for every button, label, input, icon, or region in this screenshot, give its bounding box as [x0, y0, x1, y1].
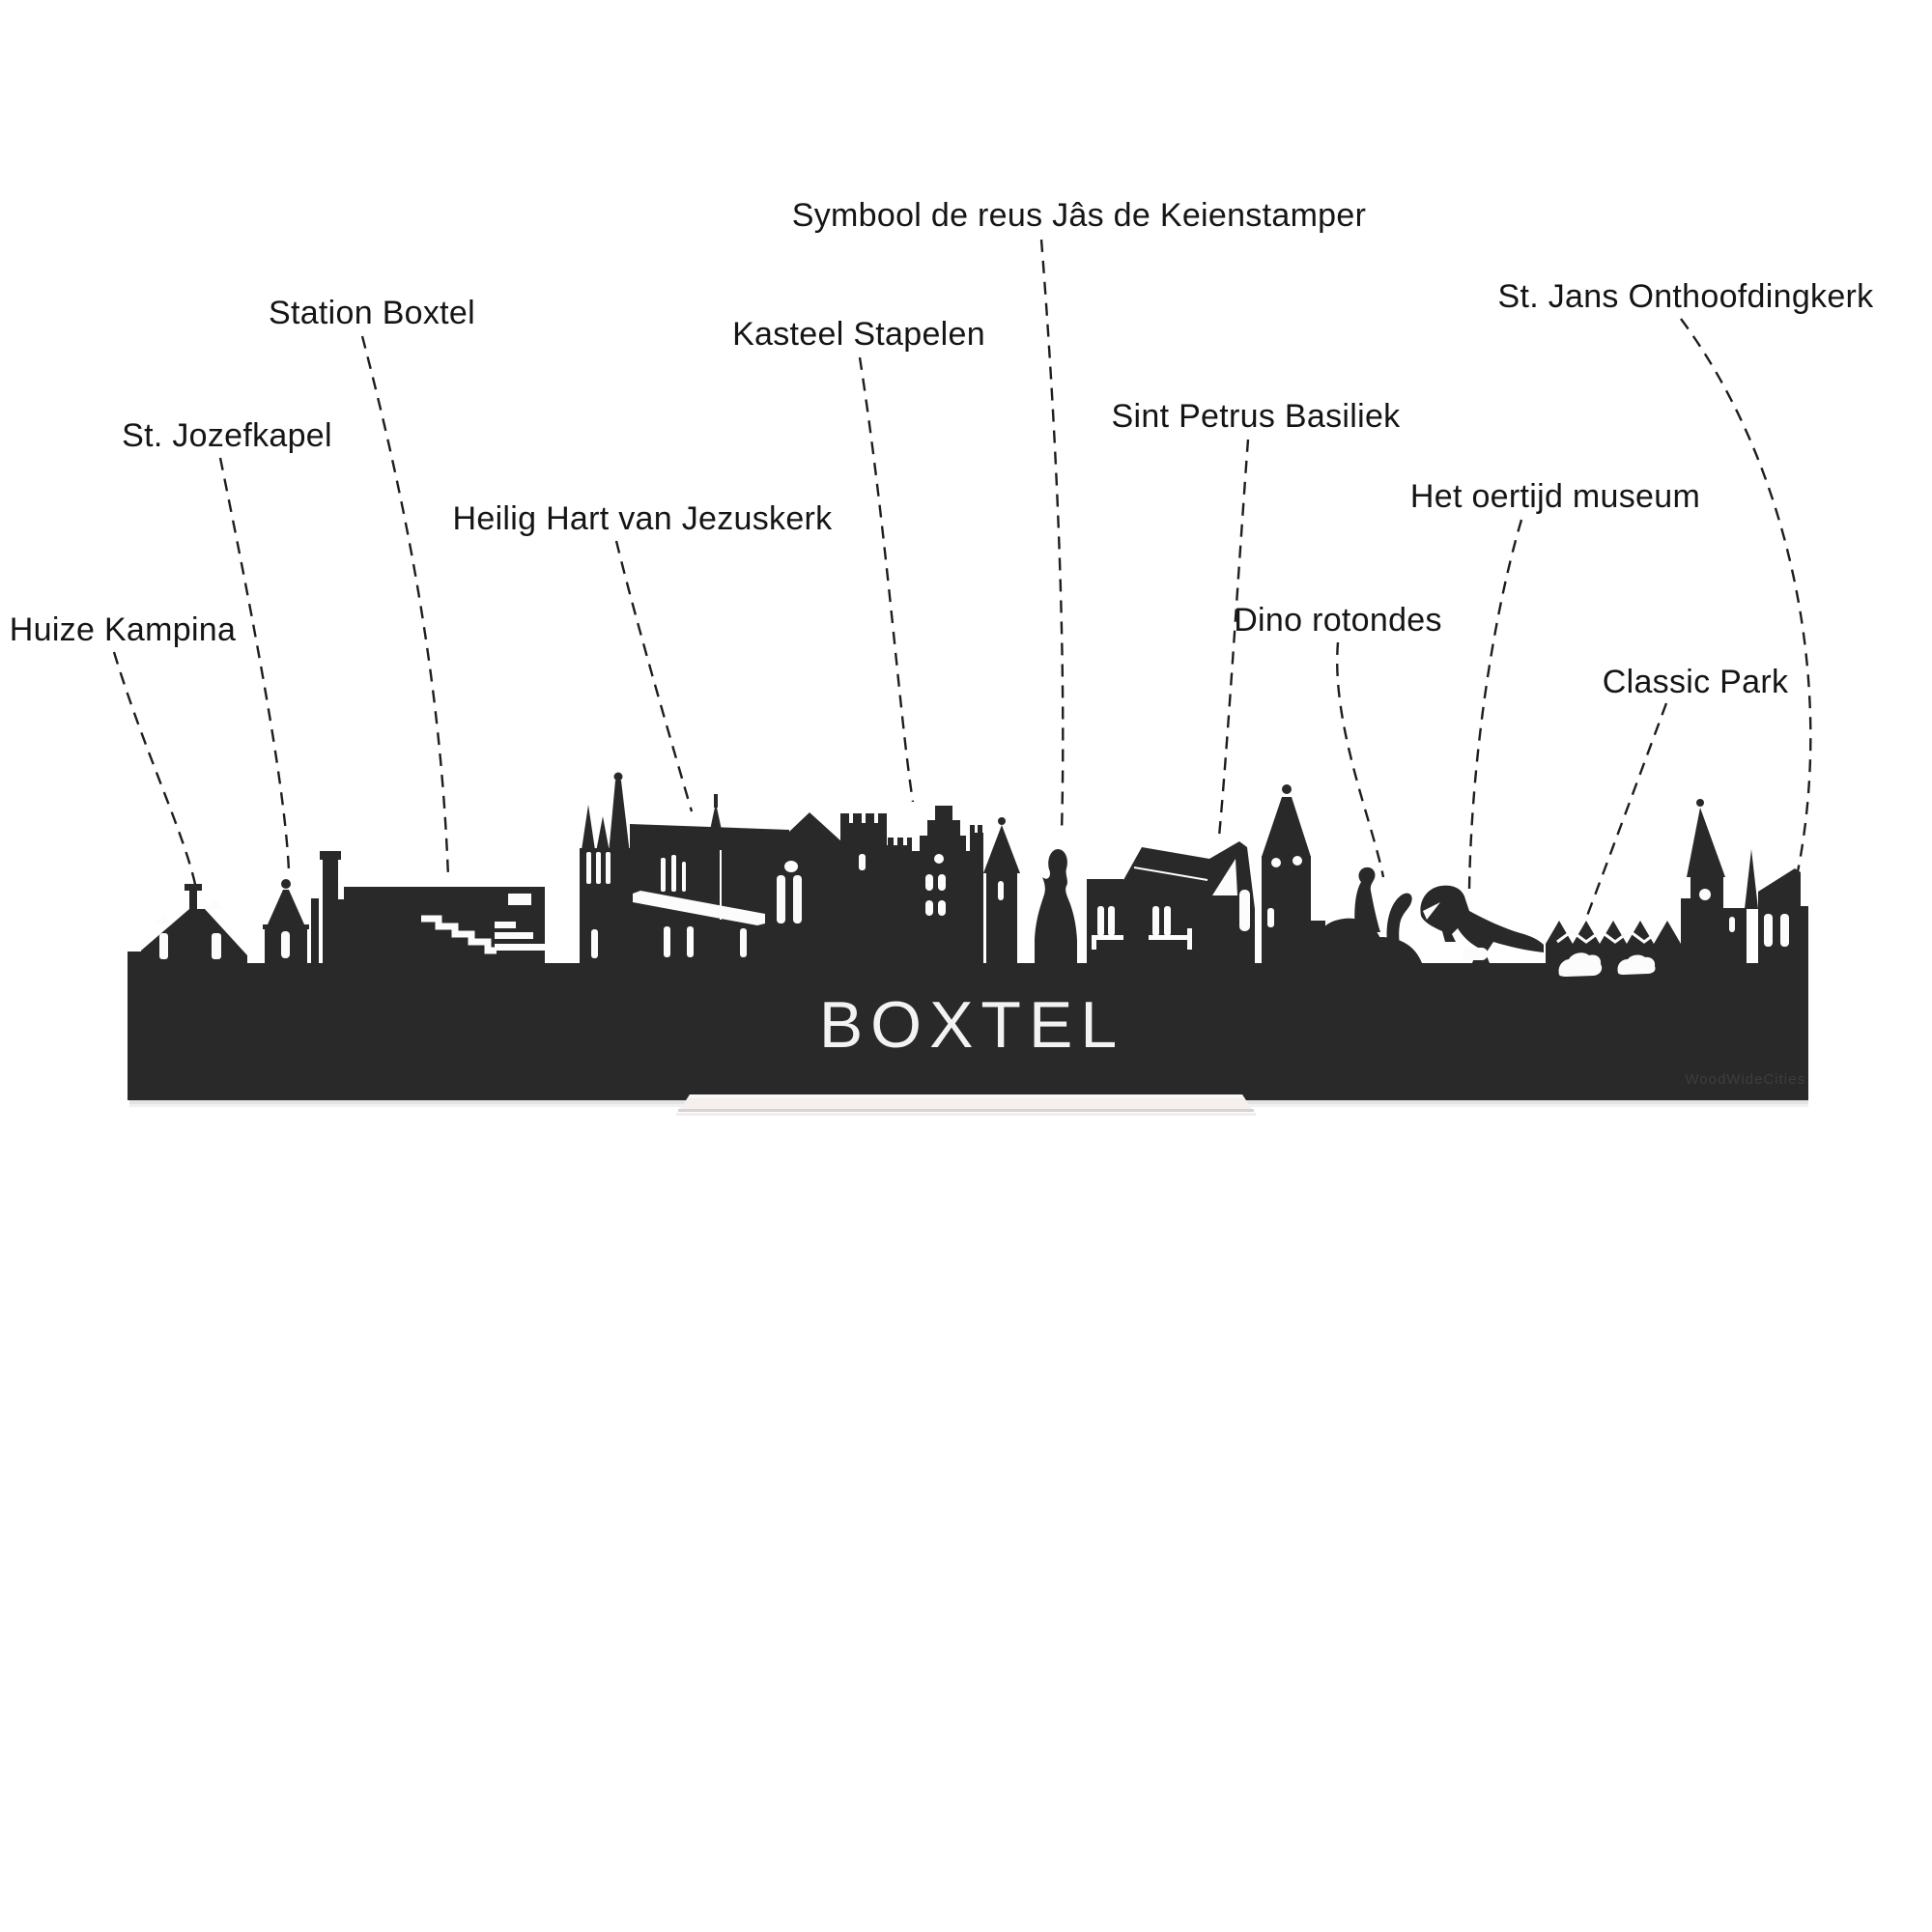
stand-base: [676, 1094, 1256, 1116]
leader-st-jans: [1681, 319, 1810, 881]
label-station-boxtel: Station Boxtel: [269, 295, 475, 331]
label-kasteel-stapelen: Kasteel Stapelen: [732, 316, 985, 353]
brand-watermark: WoodWideCities: [1685, 1071, 1805, 1088]
label-heilig-hart: Heilig Hart van Jezuskerk: [452, 500, 833, 537]
skyline-st-jozefkapel: [263, 879, 309, 963]
leader-heilig-hart: [616, 541, 692, 811]
skyline-dino-trex: [1420, 886, 1544, 963]
skyline-statue-jas-de-keienstamper: [1035, 849, 1077, 963]
skyline-st-jans-kerk: [1681, 799, 1808, 963]
label-het-oertijd: Het oertijd museum: [1409, 478, 1701, 515]
leader-symbool: [1041, 240, 1063, 833]
label-symbool: Symbool de reus Jâs de Keienstamper: [791, 197, 1367, 234]
skyline-silhouette: [128, 773, 1808, 1108]
skyline-huize-kampina: [141, 884, 247, 963]
leader-st-jozefkapel: [220, 458, 289, 871]
label-dino-rotondes: Dino rotondes: [1234, 602, 1442, 639]
leader-huize-kampina: [114, 652, 196, 889]
city-name-cutout: BOXTEL: [818, 988, 1125, 1062]
label-huize-kampina: Huize Kampina: [9, 611, 237, 648]
label-sint-petrus: Sint Petrus Basiliek: [1111, 398, 1401, 435]
leader-dino-rotondes: [1337, 642, 1383, 877]
labels: [10, 197, 1874, 700]
skyline-heilig-hart-kerk: [580, 773, 852, 964]
label-classic-park: Classic Park: [1602, 664, 1789, 700]
skyline-sint-petrus-basiliek: [1087, 784, 1325, 963]
skyline-kasteel-stapelen: [840, 806, 1020, 963]
leader-kasteel-stapelen: [860, 357, 913, 802]
label-st-jans: St. Jans Onthoofdingkerk: [1497, 278, 1874, 315]
skyline-station-boxtel: [336, 887, 545, 963]
skyline-dino-brontosaurus: [1304, 867, 1422, 963]
leader-station-boxtel: [362, 336, 448, 877]
skyline-pole: [311, 898, 319, 963]
leader-classic-park: [1587, 703, 1666, 916]
leader-het-oertijd: [1469, 520, 1521, 889]
label-st-jozefkapel: St. Jozefkapel: [122, 417, 332, 454]
